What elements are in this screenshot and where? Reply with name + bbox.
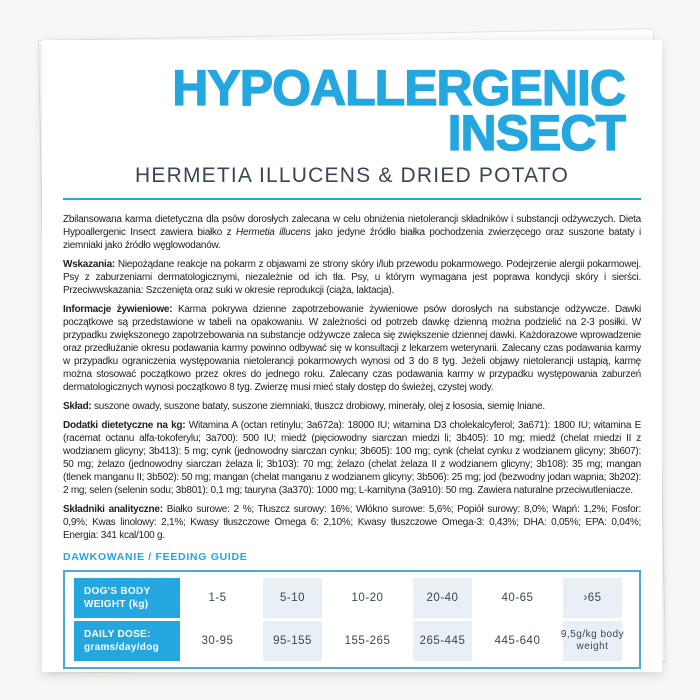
description-species-italic: Hermetia illucens — [236, 227, 311, 238]
table-cell: 5-10 — [255, 578, 330, 618]
table-cell: 30-95 — [201, 634, 234, 647]
paragraph-analytical-constituents — [63, 503, 641, 542]
table-row-body-weight — [74, 578, 630, 618]
nutrition-info-label: Informacje żywieniowe: — [63, 304, 173, 315]
feeding-guide-heading: DAWKOWANIE / FEEDING GUIDE — [63, 551, 248, 563]
paragraph-indications — [63, 258, 641, 297]
product-title-line2: INSECT — [447, 105, 625, 161]
product-subtitle: HERMETIA ILLUCENS & DRIED POTATO — [135, 164, 569, 187]
table-cell: 9,5g/kg body weight — [555, 621, 630, 661]
composition-text: suszone owady, suszone bataty, suszone ziemniaki, tłuszcz drobiowy, minerały, olej z łososia, siemię lniane. — [91, 401, 545, 412]
description-text-after: jako jedyne źródło białka pochodzenia zwierzęcego oraz suszone bataty i ziemniaki jako źródło węglowodanów. — [63, 227, 641, 251]
paragraph-composition — [63, 400, 641, 413]
nutrition-info-text: Karma pokrywa dzienne zapotrzebowanie żywieniowe psów dorosłych na substancje odżywcze. Dawki początkowe są przedstawione w tabeli na opakowaniu. W zależności od potrzeb dawkę dzienną można podzielić na 2-3 posiłki. W przypadku zwiększonego zapotrzebowania na substancje odżywcze zaleca się zwiększenie dziennej dawki. Każdorazowe wprowadzenie oraz przedłużanie okresu podawania karmy powinno odbywać się w konsultacji z lekarzem weterynarii. Zalecany czas podawania karmy w przypadku ograniczenia występowania nietolerancji pokarmowych wynosi od 3 do 8 tyg. Jeżeli objawy nietolerancji ustąpią, karmę można stosować początkowo przez okres do jednego roku. Zalecany czas podawania karmy w przypadku występowania zaburzeń dermatologicznych wynosi początkowo 8 tyg. Zwierzę musi mieć stały dostęp do świeżej, czystej wody. — [63, 304, 641, 393]
table-cell: 20-40 — [405, 578, 480, 618]
row-header-daily-dose: DAILY DOSE: grams/day/dog — [74, 621, 180, 661]
table-cell: 265-445 — [405, 621, 480, 661]
table-cell: 10-20 — [351, 591, 384, 604]
indications-text: Niepożądane reakcje na pokarm z objawami ze strony skóry i/lub przewodu pokarmowego. Podejrzenie alergii pokarmowej. Psy z zaburzeniami dermatologicznymi, niezależnie od ich tła. Psy, u którym wymagana jest poprawa kondycji skóry i sierści. Przeciwwskazania: Szczenięta oraz suki w okresie reprodukcji (ciąża, laktacja). — [63, 259, 641, 296]
product-label-card — [42, 40, 662, 672]
analytical-constituents-text: Białko surowe: 2 %; Tłuszcz surowy: 16%; Włókno surowe: 5,6%; Popiół surowy: 8,0%; Wapń: 1,2%; Fosfor: 0,9%; Kwas linolowy: 2,1%; Kwasy tłuszczowe Omega 6: 2,10%; Kwasy tłuszczowe Omega-3: 0,43%; DHA: 0,05%; EPA: 0,04%; Energia: 341 kcal/100 g. — [63, 504, 641, 541]
table-cell: ›65 — [555, 578, 630, 618]
paragraph-description — [63, 213, 641, 252]
feeding-guide-table — [63, 570, 641, 669]
paragraph-nutrition-info — [63, 303, 641, 394]
dietary-additives-label: Dodatki dietetyczne na kg: — [63, 420, 186, 431]
table-cell: 1-5 — [208, 591, 227, 604]
header-divider — [63, 198, 641, 200]
product-title — [63, 60, 641, 161]
analytical-constituents-label: Składniki analityczne: — [63, 504, 163, 515]
table-cell: 445-640 — [494, 634, 541, 647]
table-cell: 95-155 — [255, 621, 330, 661]
composition-label: Skład: — [63, 401, 92, 412]
table-row-daily-dose — [74, 621, 630, 661]
paragraph-dietary-additives — [63, 419, 641, 497]
table-cell: 40-65 — [501, 591, 534, 604]
row-header-body-weight: DOG'S BODY WEIGHT (kg) — [74, 578, 180, 618]
description-text: Zbilansowana karma dietetyczna dla psów dorosłych zalecana w celu obniżenia nietolerancji składników i substancji odżywczych. Dieta Hypoallergenic Insect zawiera białko z — [63, 214, 641, 238]
table-cell: 155-265 — [344, 634, 391, 647]
label-body-text — [63, 213, 641, 542]
product-title-line1: HYPOALLERGENIC — [172, 60, 625, 116]
dietary-additives-text: Witamina A (octan retinylu; 3a672a): 18000 IU; witamina D3 cholekalcyferol; 3a671): 1800 IU; witamina E (racemat octanu alfa-tokoferylu; 3a700): 500 IU; miedź (pięciowodny siarczan miedzi li; 3b405): 10 mg; miedź (chelat miedzi II z wodzianem glicyny; 3b413): 5 mg; cynk (jednowodny siarczan cynku; 3b605): 100 mg; cynk (chelat cynku z wodzianem glicyny; 3b607): 50 mg; żelazo (jednowodny siarczan żelaza li; 3b103): 70 mg; żelazo (chelat żelaza II z wodzianem glicyny; 3b108): 35 mg; mangan (tlenek manganu II; 3b502): 50 mg; mangan (chelat manganu z wodzianem glicyny; 3b506): 25 mg; jod (bezwodny jodan wapnia; 3b202): 2 mg; selen (selenin sodu; 3b801): 0,1 mg; tauryna (3a370): 1000 mg; L-karnityna (3a910): 50 mg. Zawiera naturalne przeciwutleniacze. — [63, 420, 641, 496]
indications-label: Wskazania: — [63, 259, 115, 270]
